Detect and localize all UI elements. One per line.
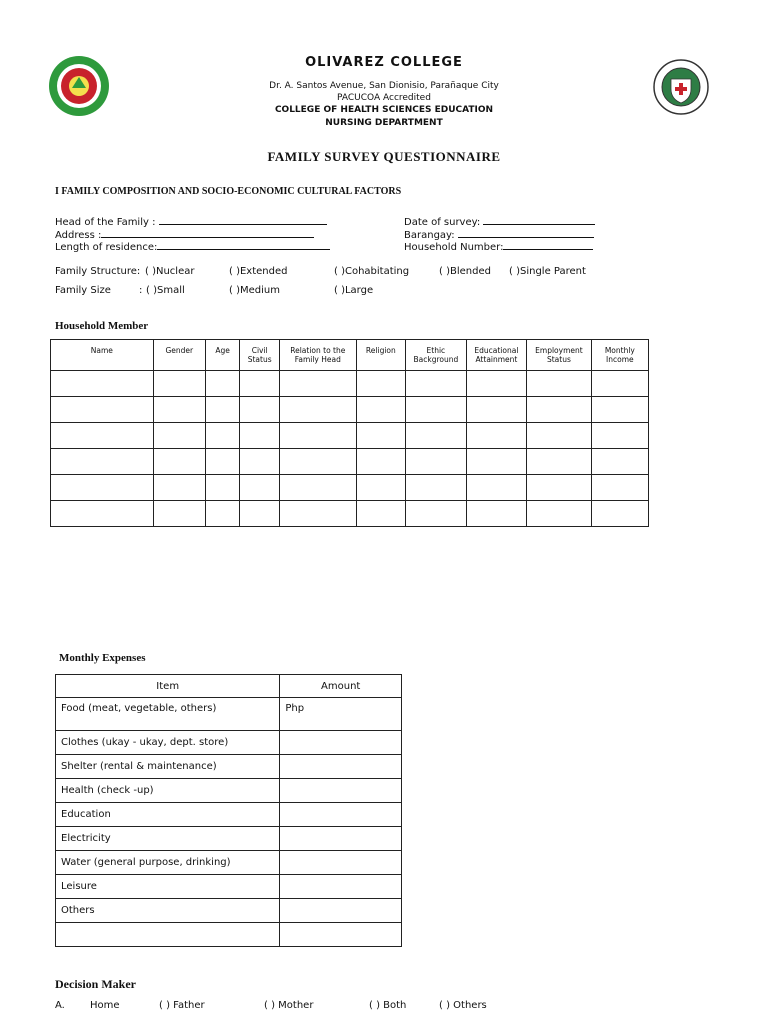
household-member-cell[interactable] <box>591 397 648 423</box>
family-structure-option-blended[interactable]: ( )Blended <box>439 266 491 277</box>
household-member-cell[interactable] <box>527 475 592 501</box>
household-member-row <box>51 371 649 397</box>
col-educational-attainment: Educational Attainment <box>466 340 527 371</box>
expense-amount[interactable] <box>280 851 402 875</box>
accreditation: PACUCOA Accredited <box>337 93 431 103</box>
expense-amount[interactable] <box>280 803 402 827</box>
household-member-cell[interactable] <box>205 371 239 397</box>
family-size-option-large[interactable]: ( )Large <box>334 285 374 296</box>
expense-amount[interactable]: Php <box>280 698 402 731</box>
expense-item[interactable] <box>56 923 280 947</box>
college-address: Dr. A. Santos Avenue, San Dionisio, Parañaque City <box>269 81 499 91</box>
household-member-cell[interactable] <box>51 397 154 423</box>
college-name: OLIVAREZ COLLEGE <box>305 55 463 70</box>
expense-amount[interactable] <box>280 827 402 851</box>
household-member-cell[interactable] <box>153 397 205 423</box>
decision-maker-title: Decision Maker <box>55 977 136 991</box>
household-member-cell[interactable] <box>356 501 405 527</box>
household-member-cell[interactable] <box>51 449 154 475</box>
expenses-header-row <box>56 675 402 698</box>
family-size-option-medium[interactable]: ( )Medium <box>229 285 280 296</box>
household-header-row <box>51 340 649 371</box>
household-member-row <box>51 423 649 449</box>
family-structure-option-single-parent[interactable]: ( )Single Parent <box>509 266 586 277</box>
section-title: I FAMILY COMPOSITION AND SOCIO-ECONOMIC CULTURAL FACTORS <box>55 186 402 197</box>
head-of-family-label: Head of the Family : <box>55 217 156 228</box>
barangay-label: Barangay: <box>404 230 455 241</box>
household-member-cell[interactable] <box>527 501 592 527</box>
decision-option-mother[interactable]: ( ) Mother <box>264 1000 314 1011</box>
household-member-cell[interactable] <box>466 501 527 527</box>
expense-amount[interactable] <box>280 731 402 755</box>
household-member-cell[interactable] <box>591 423 648 449</box>
household-member-table <box>50 339 649 527</box>
household-member-cell[interactable] <box>205 423 239 449</box>
decision-row-label: Home <box>90 1000 120 1011</box>
household-member-cell[interactable] <box>356 423 405 449</box>
household-member-cell[interactable] <box>240 501 280 527</box>
household-member-cell[interactable] <box>240 475 280 501</box>
expense-item: Clothes (ukay - ukay, dept. store) <box>56 731 280 755</box>
household-member-cell[interactable] <box>356 397 405 423</box>
department: NURSING DEPARTMENT <box>325 118 443 128</box>
household-number-field[interactable] <box>404 240 593 253</box>
expense-amount[interactable] <box>280 779 402 803</box>
expense-item: Water (general purpose, drinking) <box>56 851 280 875</box>
household-member-cell[interactable] <box>153 501 205 527</box>
household-member-cell[interactable] <box>279 371 356 397</box>
household-member-cell[interactable] <box>240 397 280 423</box>
family-size-option-small[interactable]: ( )Small <box>146 285 185 296</box>
household-member-cell[interactable] <box>153 423 205 449</box>
household-member-cell[interactable] <box>406 397 467 423</box>
col-name: Name <box>51 340 154 371</box>
expense-row <box>56 755 402 779</box>
family-structure-option-cohabitating[interactable]: ( )Cohabitating <box>334 266 410 277</box>
expense-item: Education <box>56 803 280 827</box>
household-member-cell[interactable] <box>466 449 527 475</box>
expense-row <box>56 899 402 923</box>
household-member-cell[interactable] <box>591 449 648 475</box>
address-label: Address : <box>55 230 102 241</box>
household-member-cell[interactable] <box>527 397 592 423</box>
decision-row-letter: A. <box>55 1000 65 1011</box>
household-member-cell[interactable] <box>406 501 467 527</box>
length-of-residence-label: Length of residence: <box>55 242 158 253</box>
household-member-cell[interactable] <box>279 449 356 475</box>
col-age: Age <box>205 340 239 371</box>
head-of-family-field[interactable] <box>55 215 327 228</box>
expense-item: Leisure <box>56 875 280 899</box>
col-gender: Gender <box>153 340 205 371</box>
household-member-cell[interactable] <box>356 371 405 397</box>
household-member-cell[interactable] <box>527 423 592 449</box>
household-member-row <box>51 449 649 475</box>
household-member-cell[interactable] <box>205 501 239 527</box>
decision-option-father[interactable]: ( ) Father <box>159 1000 205 1011</box>
household-member-cell[interactable] <box>51 501 154 527</box>
monthly-expenses-table <box>55 674 402 947</box>
household-member-cell[interactable] <box>466 397 527 423</box>
household-member-cell[interactable] <box>406 449 467 475</box>
date-of-survey-field[interactable] <box>404 215 595 228</box>
family-size-label: Family Size <box>55 285 111 296</box>
household-member-cell[interactable] <box>240 371 280 397</box>
household-member-cell[interactable] <box>279 475 356 501</box>
household-member-row <box>51 397 649 423</box>
household-member-row <box>51 475 649 501</box>
household-member-cell[interactable] <box>591 475 648 501</box>
household-member-cell[interactable] <box>205 397 239 423</box>
decision-option-others[interactable]: ( ) Others <box>439 1000 487 1011</box>
expense-row <box>56 803 402 827</box>
family-size-colon: : <box>139 285 143 296</box>
expense-item: Health (check -up) <box>56 779 280 803</box>
col-monthly-income: Monthly Income <box>591 340 648 371</box>
household-member-cell[interactable] <box>527 449 592 475</box>
expense-amount[interactable] <box>280 899 402 923</box>
household-member-cell[interactable] <box>279 423 356 449</box>
col-civil-status: Civil Status <box>240 340 280 371</box>
expense-row <box>56 827 402 851</box>
expense-row <box>56 731 402 755</box>
expense-amount[interactable] <box>280 875 402 899</box>
household-member-cell[interactable] <box>406 423 467 449</box>
household-member-cell[interactable] <box>240 423 280 449</box>
household-member-cell[interactable] <box>466 475 527 501</box>
family-structure-option-nuclear[interactable]: ( )Nuclear <box>145 266 195 277</box>
col-amount: Amount <box>280 675 402 698</box>
col-relation: Relation to the Family Head <box>279 340 356 371</box>
household-number-label: Household Number: <box>404 242 504 253</box>
household-member-cell[interactable] <box>153 449 205 475</box>
household-member-cell[interactable] <box>591 501 648 527</box>
expense-row <box>56 923 402 947</box>
expense-item: Food (meat, vegetable, others) <box>56 698 280 731</box>
household-member-cell[interactable] <box>466 371 527 397</box>
household-member-cell[interactable] <box>153 475 205 501</box>
expense-amount[interactable] <box>280 923 402 947</box>
household-member-cell[interactable] <box>406 475 467 501</box>
household-member-cell[interactable] <box>51 371 154 397</box>
household-member-cell[interactable] <box>356 475 405 501</box>
household-member-cell[interactable] <box>205 449 239 475</box>
col-ethic-background: Ethic Background <box>406 340 467 371</box>
household-member-row <box>51 501 649 527</box>
expense-amount[interactable] <box>280 755 402 779</box>
family-structure-option-extended[interactable]: ( )Extended <box>229 266 288 277</box>
expense-item: Shelter (rental & maintenance) <box>56 755 280 779</box>
household-member-cell[interactable] <box>466 423 527 449</box>
expense-row <box>56 875 402 899</box>
household-member-cell[interactable] <box>356 449 405 475</box>
monthly-expenses-title: Monthly Expenses <box>59 652 146 664</box>
household-member-cell[interactable] <box>153 371 205 397</box>
household-member-cell[interactable] <box>591 371 648 397</box>
household-member-cell[interactable] <box>527 371 592 397</box>
expense-row <box>56 779 402 803</box>
household-member-cell[interactable] <box>279 501 356 527</box>
household-member-cell[interactable] <box>205 475 239 501</box>
col-employment-status: Employment Status <box>527 340 592 371</box>
college-unit: COLLEGE OF HEALTH SCIENCES EDUCATION <box>274 105 494 115</box>
family-structure-label: Family Structure: <box>55 266 141 277</box>
expense-row <box>56 698 402 731</box>
expense-row <box>56 851 402 875</box>
col-religion: Religion <box>356 340 405 371</box>
household-member-cell[interactable] <box>406 371 467 397</box>
expense-item: Electricity <box>56 827 280 851</box>
col-item: Item <box>56 675 280 698</box>
household-member-title: Household Member <box>55 320 149 332</box>
household-member-cell[interactable] <box>51 423 154 449</box>
household-member-cell[interactable] <box>279 397 356 423</box>
household-member-cell[interactable] <box>240 449 280 475</box>
date-of-survey-label: Date of survey: <box>404 217 481 228</box>
length-of-residence-field[interactable] <box>55 240 330 253</box>
household-member-cell[interactable] <box>51 475 154 501</box>
expense-item: Others <box>56 899 280 923</box>
form-title: FAMILY SURVEY QUESTIONNAIRE <box>267 149 501 164</box>
decision-option-both[interactable]: ( ) Both <box>369 1000 407 1011</box>
